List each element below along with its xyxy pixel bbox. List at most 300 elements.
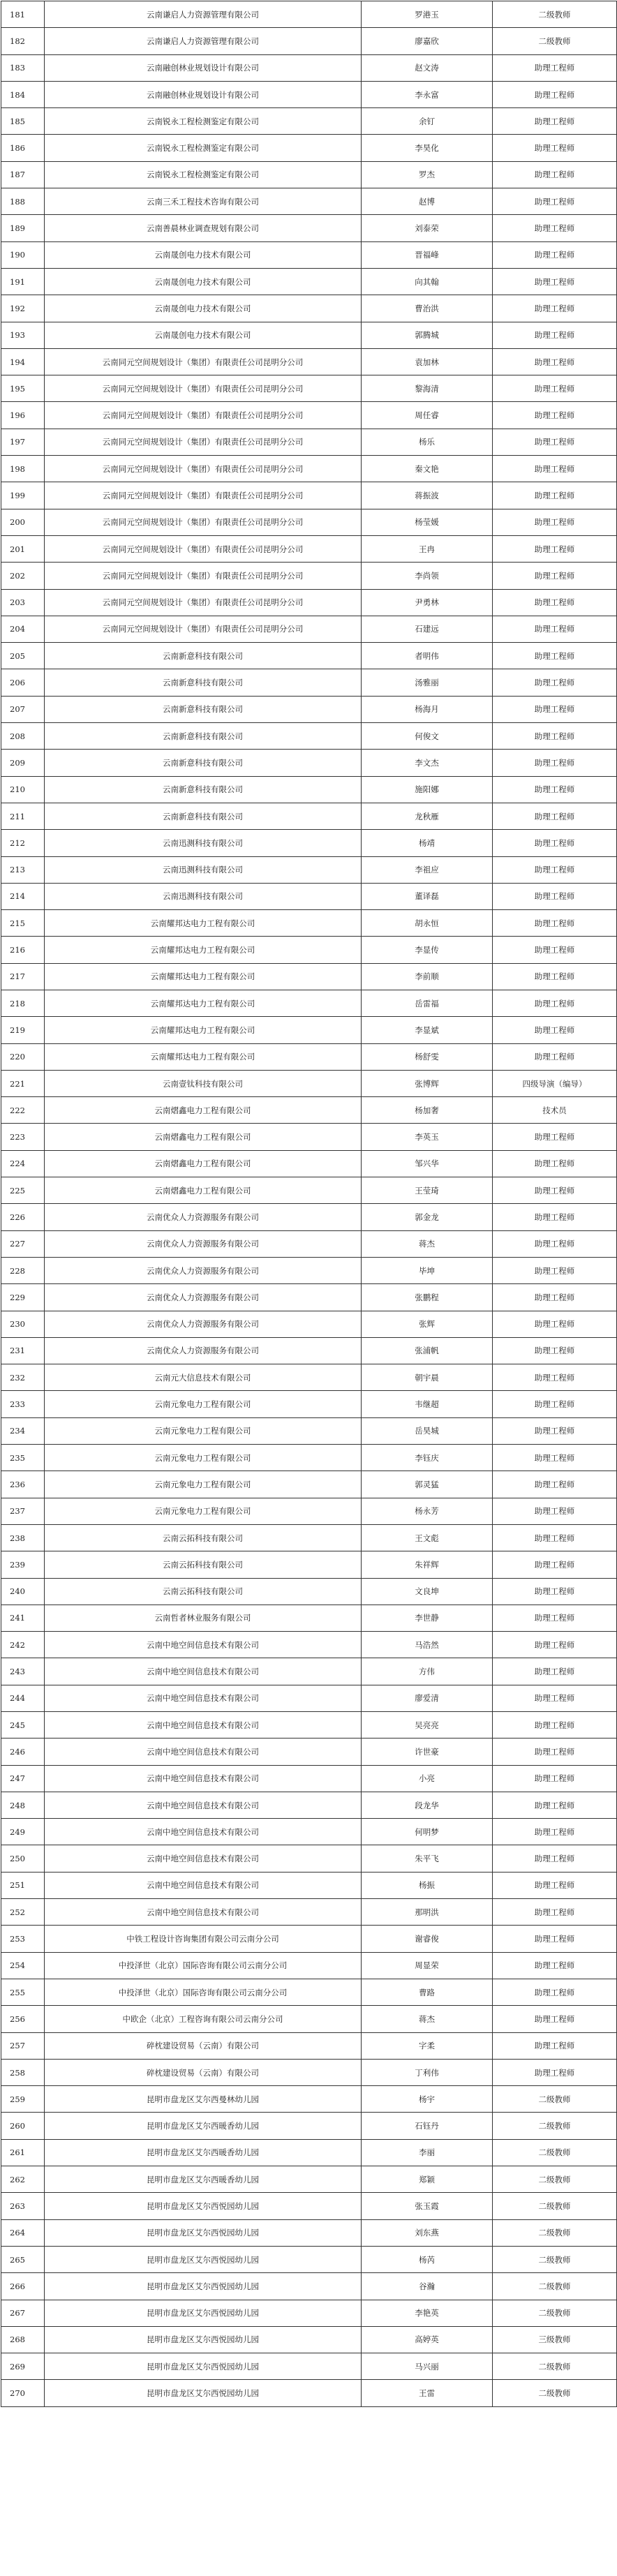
organization-name: 昆明市盘龙区艾尔西悦园幼儿园 [45, 2326, 362, 2353]
organization-name: 云南优众人力资源服务有限公司 [45, 1284, 362, 1311]
organization-name: 云南同元空间规划设计（集团）有限责任公司昆明分公司 [45, 429, 362, 455]
row-number: 233 [1, 1391, 45, 1417]
organization-name: 云南新意科技有限公司 [45, 669, 362, 696]
row-number: 218 [1, 990, 45, 1016]
table-row [1, 643, 617, 669]
person-name: 汤雅丽 [362, 669, 493, 696]
professional-title: 助理工程师 [493, 963, 617, 990]
person-name: 朝宇晨 [362, 1364, 493, 1391]
table-row [1, 830, 617, 856]
table-row [1, 108, 617, 135]
professional-title: 助理工程师 [493, 375, 617, 402]
table-row [1, 1872, 617, 1898]
row-number: 263 [1, 2193, 45, 2219]
professional-title: 助理工程师 [493, 1445, 617, 1471]
person-name: 杨芮 [362, 2246, 493, 2272]
row-number: 240 [1, 1578, 45, 1605]
organization-name: 云南晟创电力技术有限公司 [45, 322, 362, 348]
row-number: 209 [1, 750, 45, 776]
row-number: 245 [1, 1712, 45, 1739]
professional-title: 助理工程师 [493, 589, 617, 616]
table-row [1, 161, 617, 188]
table-row [1, 1017, 617, 1043]
table-row [1, 268, 617, 295]
row-number: 227 [1, 1230, 45, 1257]
organization-name: 云南中地空间信息技术有限公司 [45, 1845, 362, 1872]
table-row [1, 2166, 617, 2193]
row-number: 220 [1, 1043, 45, 1070]
row-number: 207 [1, 696, 45, 722]
person-name: 朱祥辉 [362, 1551, 493, 1578]
person-name: 方伟 [362, 1658, 493, 1685]
person-name: 杨宇 [362, 2086, 493, 2113]
organization-name: 云南锐永工程检测鉴定有限公司 [45, 135, 362, 161]
professional-title: 助理工程师 [493, 1765, 617, 1792]
row-number: 255 [1, 1979, 45, 2005]
table-row [1, 1070, 617, 1096]
organization-name: 云南谦启人力资源管理有限公司 [45, 1, 362, 28]
row-number: 217 [1, 963, 45, 990]
row-number: 190 [1, 241, 45, 268]
organization-name: 昆明市盘龙区艾尔西悦园幼儿园 [45, 2380, 362, 2406]
professional-title: 助理工程师 [493, 2032, 617, 2059]
table-row [1, 803, 617, 829]
organization-name: 中投泽世（北京）国际咨询有限公司云南分公司 [45, 1979, 362, 2005]
row-number: 216 [1, 937, 45, 963]
organization-name: 云南晟创电力技术有限公司 [45, 295, 362, 322]
person-name: 董译磊 [362, 883, 493, 909]
table-row [1, 135, 617, 161]
organization-name: 云南晟创电力技术有限公司 [45, 268, 362, 295]
person-name: 郭腾城 [362, 322, 493, 348]
organization-name: 昆明市盘龙区艾尔西曼林幼儿园 [45, 2086, 362, 2113]
professional-title: 助理工程师 [493, 1043, 617, 1070]
row-number: 222 [1, 1097, 45, 1124]
person-name: 周任睿 [362, 402, 493, 429]
row-number: 264 [1, 2219, 45, 2246]
professional-title: 助理工程师 [493, 1685, 617, 1711]
professional-title: 二级教师 [493, 2113, 617, 2139]
professional-title: 助理工程师 [493, 1926, 617, 1952]
person-name: 石建远 [362, 616, 493, 642]
person-name: 蒋杰 [362, 1230, 493, 1257]
table-row [1, 375, 617, 402]
row-number: 219 [1, 1017, 45, 1043]
table-row [1, 2059, 617, 2085]
row-number: 249 [1, 1819, 45, 1845]
table-row [1, 2300, 617, 2326]
professional-title: 助理工程师 [493, 2006, 617, 2032]
organization-name: 云南熠鑫电力工程有限公司 [45, 1177, 362, 1204]
row-number: 206 [1, 669, 45, 696]
organization-name: 昆明市盘龙区艾尔西悦园幼儿园 [45, 2246, 362, 2272]
table-row [1, 28, 617, 54]
table-row [1, 963, 617, 990]
table-row [1, 723, 617, 750]
professional-title: 助理工程师 [493, 535, 617, 562]
row-number: 229 [1, 1284, 45, 1311]
organization-name: 云南熠鑫电力工程有限公司 [45, 1150, 362, 1177]
row-number: 198 [1, 456, 45, 482]
person-name: 张浦帆 [362, 1337, 493, 1364]
organization-name: 云南同元空间规划设计（集团）有限责任公司昆明分公司 [45, 482, 362, 509]
person-name: 李文杰 [362, 750, 493, 776]
professional-title: 助理工程师 [493, 241, 617, 268]
organization-name: 云南耀邦达电力工程有限公司 [45, 1017, 362, 1043]
row-number: 236 [1, 1471, 45, 1498]
professional-title: 助理工程师 [493, 2059, 617, 2085]
professional-title: 助理工程师 [493, 750, 617, 776]
organization-name: 昆明市盘龙区艾尔西悦园幼儿园 [45, 2300, 362, 2326]
organization-name: 云南融创林业规划设计有限公司 [45, 81, 362, 107]
person-name: 岳雷福 [362, 990, 493, 1016]
person-name: 者明伟 [362, 643, 493, 669]
professional-title: 助理工程师 [493, 54, 617, 81]
table-row [1, 2193, 617, 2219]
organization-name: 云南新意科技有限公司 [45, 750, 362, 776]
professional-title: 助理工程师 [493, 456, 617, 482]
organization-name: 云南同元空间规划设计（集团）有限责任公司昆明分公司 [45, 589, 362, 616]
person-name: 马浩然 [362, 1632, 493, 1658]
row-number: 204 [1, 616, 45, 642]
row-number: 230 [1, 1311, 45, 1337]
organization-name: 云南新意科技有限公司 [45, 723, 362, 750]
person-name: 李显传 [362, 937, 493, 963]
professional-title: 助理工程师 [493, 1578, 617, 1605]
person-name: 韦继超 [362, 1391, 493, 1417]
row-number: 235 [1, 1445, 45, 1471]
table-row [1, 1979, 617, 2005]
professional-title: 助理工程师 [493, 81, 617, 107]
table-row [1, 348, 617, 375]
table-row [1, 1177, 617, 1204]
professional-title: 二级教师 [493, 2380, 617, 2406]
table-row [1, 1, 617, 28]
professional-title: 二级教师 [493, 2353, 617, 2380]
professional-title: 助理工程师 [493, 1551, 617, 1578]
table-row [1, 1685, 617, 1711]
row-number: 191 [1, 268, 45, 295]
professional-title: 助理工程师 [493, 1471, 617, 1498]
row-number: 257 [1, 2032, 45, 2059]
row-number: 210 [1, 776, 45, 803]
organization-name: 云南中地空间信息技术有限公司 [45, 1765, 362, 1792]
professional-title: 助理工程师 [493, 135, 617, 161]
professional-title: 助理工程师 [493, 1364, 617, 1391]
person-name: 廖爱清 [362, 1685, 493, 1711]
table-row [1, 2139, 617, 2166]
row-number: 205 [1, 643, 45, 669]
organization-name: 云南中地空间信息技术有限公司 [45, 1685, 362, 1711]
professional-title: 助理工程师 [493, 990, 617, 1016]
person-name: 杨海月 [362, 696, 493, 722]
professional-title: 助理工程师 [493, 910, 617, 937]
professional-title: 助理工程师 [493, 937, 617, 963]
row-number: 189 [1, 215, 45, 241]
organization-name: 云南元象电力工程有限公司 [45, 1445, 362, 1471]
organization-name: 云南同元空间规划设计（集团）有限责任公司昆明分公司 [45, 535, 362, 562]
person-name: 尹勇林 [362, 589, 493, 616]
table-row [1, 456, 617, 482]
organization-name: 云南元象电力工程有限公司 [45, 1417, 362, 1444]
table-row [1, 696, 617, 722]
table-row [1, 2113, 617, 2139]
table-row [1, 1632, 617, 1658]
organization-name: 云南耀邦达电力工程有限公司 [45, 937, 362, 963]
person-name: 罗港玉 [362, 1, 493, 28]
person-name: 许世豪 [362, 1739, 493, 1765]
organization-name: 云南三禾工程技术咨询有限公司 [45, 188, 362, 215]
organization-name: 云南同元空间规划设计（集团）有限责任公司昆明分公司 [45, 509, 362, 535]
professional-title: 助理工程师 [493, 1712, 617, 1739]
person-name: 赵文涛 [362, 54, 493, 81]
row-number: 221 [1, 1070, 45, 1096]
organization-name: 昆明市盘龙区艾尔西暖香幼儿园 [45, 2139, 362, 2166]
person-name: 张辉 [362, 1311, 493, 1337]
row-number: 181 [1, 1, 45, 28]
row-number: 183 [1, 54, 45, 81]
table-row [1, 669, 617, 696]
row-number: 246 [1, 1739, 45, 1765]
person-name: 施阳娜 [362, 776, 493, 803]
person-name: 石钰丹 [362, 2113, 493, 2139]
organization-name: 云南优众人力资源服务有限公司 [45, 1230, 362, 1257]
row-number: 202 [1, 563, 45, 589]
organization-name: 云南晟创电力技术有限公司 [45, 241, 362, 268]
professional-title: 助理工程师 [493, 803, 617, 829]
table-row [1, 2353, 617, 2380]
professional-title: 助理工程师 [493, 1337, 617, 1364]
table-row [1, 910, 617, 937]
professional-title: 助理工程师 [493, 1017, 617, 1043]
person-name: 文良坤 [362, 1578, 493, 1605]
person-name: 那明洪 [362, 1899, 493, 1926]
professional-title: 助理工程师 [493, 482, 617, 509]
professional-title: 助理工程师 [493, 402, 617, 429]
person-name: 郭灵猛 [362, 1471, 493, 1498]
row-number: 254 [1, 1952, 45, 1979]
table-row [1, 1765, 617, 1792]
person-name: 杨乐 [362, 429, 493, 455]
row-number: 250 [1, 1845, 45, 1872]
professional-title: 助理工程师 [493, 1284, 617, 1311]
organization-name: 云南同元空间规划设计（集团）有限责任公司昆明分公司 [45, 616, 362, 642]
row-number: 242 [1, 1632, 45, 1658]
row-number: 200 [1, 509, 45, 535]
table-row [1, 1391, 617, 1417]
table-row [1, 1605, 617, 1631]
organization-name: 昆明市盘龙区艾尔西暖香幼儿园 [45, 2113, 362, 2139]
person-name: 蒋杰 [362, 2006, 493, 2032]
person-name: 王雷 [362, 2380, 493, 2406]
table-row [1, 1578, 617, 1605]
professional-title: 助理工程师 [493, 1230, 617, 1257]
professional-title: 助理工程师 [493, 188, 617, 215]
row-number: 224 [1, 1150, 45, 1177]
person-name: 李永富 [362, 81, 493, 107]
person-name: 李显斌 [362, 1017, 493, 1043]
table-row [1, 1952, 617, 1979]
organization-name: 昆明市盘龙区艾尔西悦园幼儿园 [45, 2193, 362, 2219]
professional-title: 助理工程师 [493, 348, 617, 375]
person-name: 袁加林 [362, 348, 493, 375]
table-row [1, 1819, 617, 1845]
row-number: 234 [1, 1417, 45, 1444]
row-number: 269 [1, 2353, 45, 2380]
row-number: 248 [1, 1792, 45, 1818]
row-number: 201 [1, 535, 45, 562]
table-row [1, 215, 617, 241]
professional-title: 助理工程师 [493, 1979, 617, 2005]
organization-name: 云南壹钛科技有限公司 [45, 1070, 362, 1096]
organization-name: 云南耀邦达电力工程有限公司 [45, 990, 362, 1016]
table-row [1, 482, 617, 509]
person-name: 龙秋雁 [362, 803, 493, 829]
organization-name: 云南迅测科技有限公司 [45, 883, 362, 909]
person-name: 王莹琦 [362, 1177, 493, 1204]
professional-title: 助理工程师 [493, 616, 617, 642]
row-number: 251 [1, 1872, 45, 1898]
row-number: 262 [1, 2166, 45, 2193]
row-number: 199 [1, 482, 45, 509]
table-row [1, 1204, 617, 1230]
row-number: 193 [1, 322, 45, 348]
table-row [1, 2380, 617, 2406]
professional-title: 助理工程师 [493, 1792, 617, 1818]
organization-name: 昆明市盘龙区艾尔西悦园幼儿园 [45, 2353, 362, 2380]
person-name: 刘东燕 [362, 2219, 493, 2246]
organization-name: 云南中地空间信息技术有限公司 [45, 1739, 362, 1765]
row-number: 223 [1, 1124, 45, 1150]
person-name: 李祖应 [362, 856, 493, 883]
row-number: 184 [1, 81, 45, 107]
professional-title: 助理工程师 [493, 883, 617, 909]
organization-name: 云南优众人力资源服务有限公司 [45, 1311, 362, 1337]
organization-name: 云南同元空间规划设计（集团）有限责任公司昆明分公司 [45, 348, 362, 375]
organization-name: 云南优众人力资源服务有限公司 [45, 1257, 362, 1283]
person-name: 何明梦 [362, 1819, 493, 1845]
table-row [1, 589, 617, 616]
row-number: 196 [1, 402, 45, 429]
organization-name: 中投泽世（北京）国际咨询有限公司云南分公司 [45, 1952, 362, 1979]
person-name: 谢睿俊 [362, 1926, 493, 1952]
professional-title: 助理工程师 [493, 108, 617, 135]
professional-title: 技术员 [493, 1097, 617, 1124]
professional-title: 助理工程师 [493, 1952, 617, 1979]
table-row [1, 750, 617, 776]
table-row [1, 1364, 617, 1391]
person-name: 张玉霞 [362, 2193, 493, 2219]
person-name: 李前顺 [362, 963, 493, 990]
row-number: 261 [1, 2139, 45, 2166]
professional-title: 助理工程师 [493, 723, 617, 750]
person-name: 李艳英 [362, 2300, 493, 2326]
table-row [1, 1257, 617, 1283]
person-name: 周显荣 [362, 1952, 493, 1979]
organization-name: 云南中地空间信息技术有限公司 [45, 1899, 362, 1926]
person-name: 胡永恒 [362, 910, 493, 937]
professional-title: 二级教师 [493, 2300, 617, 2326]
organization-name: 云南中地空间信息技术有限公司 [45, 1658, 362, 1685]
organization-name: 云南中地空间信息技术有限公司 [45, 1819, 362, 1845]
row-number: 253 [1, 1926, 45, 1952]
professional-title: 助理工程师 [493, 856, 617, 883]
person-name: 吴亮亮 [362, 1712, 493, 1739]
person-name: 王文彪 [362, 1524, 493, 1551]
professional-title: 二级教师 [493, 2219, 617, 2246]
person-name: 罗杰 [362, 161, 493, 188]
row-number: 203 [1, 589, 45, 616]
row-number: 259 [1, 2086, 45, 2113]
professional-title: 助理工程师 [493, 1605, 617, 1631]
table-row [1, 2006, 617, 2032]
row-number: 228 [1, 1257, 45, 1283]
row-number: 185 [1, 108, 45, 135]
row-number: 186 [1, 135, 45, 161]
professional-title: 助理工程师 [493, 509, 617, 535]
organization-name: 云南耀邦达电力工程有限公司 [45, 963, 362, 990]
table-row [1, 535, 617, 562]
row-number: 239 [1, 1551, 45, 1578]
person-name: 曹路 [362, 1979, 493, 2005]
person-name: 刘泰荣 [362, 215, 493, 241]
person-name: 段龙华 [362, 1792, 493, 1818]
person-name: 杨舒雯 [362, 1043, 493, 1070]
professional-title: 助理工程师 [493, 1739, 617, 1765]
organization-name: 云南新意科技有限公司 [45, 776, 362, 803]
person-name: 小亮 [362, 1765, 493, 1792]
person-name: 晋福峰 [362, 241, 493, 268]
organization-name: 云南迅测科技有限公司 [45, 830, 362, 856]
organization-name: 云南同元空间规划设计（集团）有限责任公司昆明分公司 [45, 456, 362, 482]
professional-title: 助理工程师 [493, 1150, 617, 1177]
row-number: 241 [1, 1605, 45, 1631]
table-row [1, 563, 617, 589]
professional-title: 二级教师 [493, 2139, 617, 2166]
organization-name: 昆明市盘龙区艾尔西暖香幼儿园 [45, 2166, 362, 2193]
row-number: 243 [1, 1658, 45, 1685]
organization-name: 云南锐永工程检测鉴定有限公司 [45, 108, 362, 135]
person-name: 毕坤 [362, 1257, 493, 1283]
row-number: 252 [1, 1899, 45, 1926]
row-number: 256 [1, 2006, 45, 2032]
table-row [1, 1899, 617, 1926]
table-row [1, 429, 617, 455]
organization-name: 云南同元空间规划设计（集团）有限责任公司昆明分公司 [45, 563, 362, 589]
professional-title: 助理工程师 [493, 1124, 617, 1150]
professional-title: 二级教师 [493, 2273, 617, 2300]
table-row [1, 1124, 617, 1150]
table-row [1, 1445, 617, 1471]
person-name: 张鹏程 [362, 1284, 493, 1311]
person-name: 廖嘉欣 [362, 28, 493, 54]
professional-title: 助理工程师 [493, 563, 617, 589]
row-number: 258 [1, 2059, 45, 2085]
professional-title: 助理工程师 [493, 1311, 617, 1337]
organization-name: 云南耀邦达电力工程有限公司 [45, 1043, 362, 1070]
row-number: 187 [1, 161, 45, 188]
organization-name: 云南新意科技有限公司 [45, 696, 362, 722]
person-name: 曹治洪 [362, 295, 493, 322]
organization-name: 昆明市盘龙区艾尔西悦园幼儿园 [45, 2273, 362, 2300]
person-name: 杨莹媛 [362, 509, 493, 535]
organization-name: 碎枕建设贸易（云南）有限公司 [45, 2059, 362, 2085]
row-number: 260 [1, 2113, 45, 2139]
person-name: 郭金龙 [362, 1204, 493, 1230]
professional-title: 助理工程师 [493, 1417, 617, 1444]
row-number: 194 [1, 348, 45, 375]
row-number: 265 [1, 2246, 45, 2272]
